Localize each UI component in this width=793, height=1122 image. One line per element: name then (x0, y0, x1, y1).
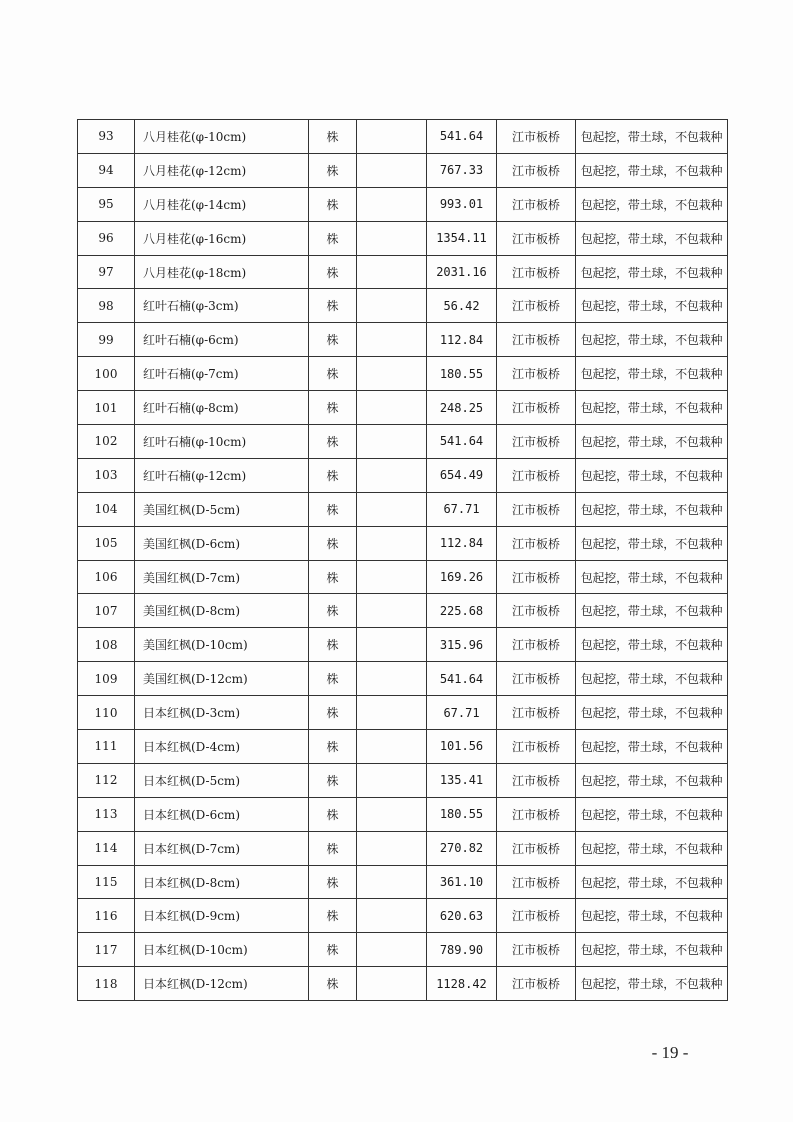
row-number-cell: 107 (78, 594, 135, 628)
origin-place-cell: 江市板桥 (497, 967, 576, 1001)
table-row (78, 865, 728, 899)
blank-cell-cell (357, 594, 427, 628)
unit-price-cell: 654.49 (427, 458, 497, 492)
unit-price-cell: 361.10 (427, 865, 497, 899)
blank-cell-cell (357, 221, 427, 255)
unit-price-cell: 169.26 (427, 560, 497, 594)
remark-cell: 包起挖，带土球，不包栽种 (576, 357, 728, 391)
unit-cell: 株 (309, 560, 357, 594)
blank-cell-cell (357, 763, 427, 797)
row-number-cell: 114 (78, 831, 135, 865)
row-number-cell: 93 (78, 120, 135, 154)
table-body (78, 120, 728, 1001)
origin-place-cell: 江市板桥 (497, 221, 576, 255)
unit-cell: 株 (309, 458, 357, 492)
row-number-cell: 94 (78, 153, 135, 187)
row-number-cell: 105 (78, 526, 135, 560)
origin-place-cell: 江市板桥 (497, 628, 576, 662)
row-number-cell: 110 (78, 696, 135, 730)
remark-cell: 包起挖，带土球，不包栽种 (576, 323, 728, 357)
remark-cell: 包起挖，带土球，不包栽种 (576, 730, 728, 764)
table-row (78, 831, 728, 865)
remark-cell: 包起挖，带土球，不包栽种 (576, 662, 728, 696)
unit-price-cell: 2031.16 (427, 255, 497, 289)
remark-cell: 包起挖，带土球，不包栽种 (576, 899, 728, 933)
origin-place-cell: 江市板桥 (497, 831, 576, 865)
unit-price-cell: 112.84 (427, 323, 497, 357)
unit-price-cell: 248.25 (427, 391, 497, 425)
origin-place-cell: 江市板桥 (497, 391, 576, 425)
table-row (78, 492, 728, 526)
origin-place-cell: 江市板桥 (497, 187, 576, 221)
unit-price-cell: 56.42 (427, 289, 497, 323)
row-number-cell: 116 (78, 899, 135, 933)
blank-cell-cell (357, 357, 427, 391)
row-number-cell: 117 (78, 933, 135, 967)
unit-cell: 株 (309, 594, 357, 628)
table-row (78, 153, 728, 187)
unit-cell: 株 (309, 662, 357, 696)
table-row (78, 933, 728, 967)
item-name-cell: 美国红枫(D-7cm) (135, 560, 309, 594)
row-number-cell: 113 (78, 797, 135, 831)
remark-cell: 包起挖，带土球，不包栽种 (576, 153, 728, 187)
row-number-cell: 96 (78, 221, 135, 255)
table-row (78, 899, 728, 933)
item-name-cell: 日本红枫(D-7cm) (135, 831, 309, 865)
item-name-cell: 八月桂花(φ-14cm) (135, 187, 309, 221)
item-name-cell: 日本红枫(D-4cm) (135, 730, 309, 764)
item-name-cell: 八月桂花(φ-16cm) (135, 221, 309, 255)
remark-cell: 包起挖，带土球，不包栽种 (576, 628, 728, 662)
blank-cell-cell (357, 458, 427, 492)
blank-cell-cell (357, 492, 427, 526)
page-number: - 19 - (651, 1043, 689, 1062)
row-number-cell: 95 (78, 187, 135, 221)
unit-price-cell: 180.55 (427, 357, 497, 391)
table-row (78, 730, 728, 764)
unit-cell: 株 (309, 899, 357, 933)
unit-price-cell: 541.64 (427, 120, 497, 154)
blank-cell-cell (357, 289, 427, 323)
row-number-cell: 115 (78, 865, 135, 899)
origin-place-cell: 江市板桥 (497, 797, 576, 831)
unit-cell: 株 (309, 120, 357, 154)
unit-cell: 株 (309, 967, 357, 1001)
blank-cell-cell (357, 153, 427, 187)
origin-place-cell: 江市板桥 (497, 696, 576, 730)
unit-cell: 株 (309, 865, 357, 899)
remark-cell: 包起挖，带土球，不包栽种 (576, 289, 728, 323)
table-row (78, 967, 728, 1001)
remark-cell: 包起挖，带土球，不包栽种 (576, 831, 728, 865)
blank-cell-cell (357, 391, 427, 425)
origin-place-cell: 江市板桥 (497, 662, 576, 696)
origin-place-cell: 江市板桥 (497, 560, 576, 594)
origin-place-cell: 江市板桥 (497, 763, 576, 797)
blank-cell-cell (357, 831, 427, 865)
item-name-cell: 红叶石楠(φ-8cm) (135, 391, 309, 425)
unit-cell: 株 (309, 289, 357, 323)
unit-price-cell: 620.63 (427, 899, 497, 933)
row-number-cell: 99 (78, 323, 135, 357)
blank-cell-cell (357, 187, 427, 221)
unit-price-cell: 767.33 (427, 153, 497, 187)
unit-cell: 株 (309, 187, 357, 221)
remark-cell: 包起挖，带土球，不包栽种 (576, 560, 728, 594)
unit-price-cell: 541.64 (427, 662, 497, 696)
remark-cell: 包起挖，带土球，不包栽种 (576, 763, 728, 797)
origin-place-cell: 江市板桥 (497, 526, 576, 560)
item-name-cell: 日本红枫(D-6cm) (135, 797, 309, 831)
table-row (78, 221, 728, 255)
blank-cell-cell (357, 797, 427, 831)
blank-cell-cell (357, 899, 427, 933)
unit-cell: 株 (309, 221, 357, 255)
remark-cell: 包起挖，带土球，不包栽种 (576, 696, 728, 730)
item-name-cell: 红叶石楠(φ-7cm) (135, 357, 309, 391)
item-name-cell: 美国红枫(D-8cm) (135, 594, 309, 628)
blank-cell-cell (357, 323, 427, 357)
remark-cell: 包起挖，带土球，不包栽种 (576, 255, 728, 289)
item-name-cell: 美国红枫(D-6cm) (135, 526, 309, 560)
item-name-cell: 八月桂花(φ-18cm) (135, 255, 309, 289)
blank-cell-cell (357, 526, 427, 560)
blank-cell-cell (357, 730, 427, 764)
blank-cell-cell (357, 865, 427, 899)
unit-price-cell: 270.82 (427, 831, 497, 865)
unit-cell: 株 (309, 628, 357, 662)
origin-place-cell: 江市板桥 (497, 289, 576, 323)
unit-cell: 株 (309, 696, 357, 730)
origin-place-cell: 江市板桥 (497, 899, 576, 933)
row-number-cell: 106 (78, 560, 135, 594)
item-name-cell: 日本红枫(D-5cm) (135, 763, 309, 797)
item-name-cell: 红叶石楠(φ-6cm) (135, 323, 309, 357)
table-row (78, 187, 728, 221)
row-number-cell: 104 (78, 492, 135, 526)
origin-place-cell: 江市板桥 (497, 323, 576, 357)
remark-cell: 包起挖，带土球，不包栽种 (576, 492, 728, 526)
table-row (78, 662, 728, 696)
blank-cell-cell (357, 967, 427, 1001)
remark-cell: 包起挖，带土球，不包栽种 (576, 120, 728, 154)
unit-price-cell: 789.90 (427, 933, 497, 967)
item-name-cell: 美国红枫(D-10cm) (135, 628, 309, 662)
origin-place-cell: 江市板桥 (497, 153, 576, 187)
table-row (78, 255, 728, 289)
unit-price-cell: 180.55 (427, 797, 497, 831)
unit-price-cell: 541.64 (427, 425, 497, 459)
row-number-cell: 98 (78, 289, 135, 323)
remark-cell: 包起挖，带土球，不包栽种 (576, 967, 728, 1001)
row-number-cell: 97 (78, 255, 135, 289)
item-name-cell: 美国红枫(D-12cm) (135, 662, 309, 696)
item-name-cell: 美国红枫(D-5cm) (135, 492, 309, 526)
item-name-cell: 日本红枫(D-3cm) (135, 696, 309, 730)
origin-place-cell: 江市板桥 (497, 458, 576, 492)
remark-cell: 包起挖，带土球，不包栽种 (576, 425, 728, 459)
origin-place-cell: 江市板桥 (497, 492, 576, 526)
table-row (78, 357, 728, 391)
remark-cell: 包起挖，带土球，不包栽种 (576, 187, 728, 221)
origin-place-cell: 江市板桥 (497, 425, 576, 459)
item-name-cell: 八月桂花(φ-12cm) (135, 153, 309, 187)
unit-price-cell: 1128.42 (427, 967, 497, 1001)
item-name-cell: 八月桂花(φ-10cm) (135, 120, 309, 154)
origin-place-cell: 江市板桥 (497, 865, 576, 899)
row-number-cell: 101 (78, 391, 135, 425)
table-row (78, 425, 728, 459)
remark-cell: 包起挖，带土球，不包栽种 (576, 221, 728, 255)
table-row (78, 696, 728, 730)
table-row (78, 323, 728, 357)
remark-cell: 包起挖，带土球，不包栽种 (576, 458, 728, 492)
unit-price-cell: 225.68 (427, 594, 497, 628)
blank-cell-cell (357, 662, 427, 696)
blank-cell-cell (357, 255, 427, 289)
table-row (78, 526, 728, 560)
item-name-cell: 红叶石楠(φ-12cm) (135, 458, 309, 492)
origin-place-cell: 江市板桥 (497, 120, 576, 154)
row-number-cell: 103 (78, 458, 135, 492)
unit-price-cell: 315.96 (427, 628, 497, 662)
item-name-cell: 红叶石楠(φ-3cm) (135, 289, 309, 323)
item-name-cell: 红叶石楠(φ-10cm) (135, 425, 309, 459)
unit-cell: 株 (309, 255, 357, 289)
table-row (78, 458, 728, 492)
row-number-cell: 108 (78, 628, 135, 662)
table-row (78, 628, 728, 662)
row-number-cell: 111 (78, 730, 135, 764)
remark-cell: 包起挖，带土球，不包栽种 (576, 797, 728, 831)
table-row (78, 391, 728, 425)
unit-price-cell: 1354.11 (427, 221, 497, 255)
unit-price-cell: 112.84 (427, 526, 497, 560)
row-number-cell: 112 (78, 763, 135, 797)
unit-price-cell: 101.56 (427, 730, 497, 764)
row-number-cell: 109 (78, 662, 135, 696)
unit-cell: 株 (309, 492, 357, 526)
unit-cell: 株 (309, 526, 357, 560)
remark-cell: 包起挖，带土球，不包栽种 (576, 594, 728, 628)
table-row (78, 797, 728, 831)
remark-cell: 包起挖，带土球，不包栽种 (576, 865, 728, 899)
origin-place-cell: 江市板桥 (497, 255, 576, 289)
blank-cell-cell (357, 933, 427, 967)
blank-cell-cell (357, 560, 427, 594)
blank-cell-cell (357, 696, 427, 730)
unit-cell: 株 (309, 797, 357, 831)
remark-cell: 包起挖，带土球，不包栽种 (576, 391, 728, 425)
unit-cell: 株 (309, 730, 357, 764)
blank-cell-cell (357, 120, 427, 154)
row-number-cell: 118 (78, 967, 135, 1001)
unit-cell: 株 (309, 323, 357, 357)
unit-price-cell: 67.71 (427, 492, 497, 526)
table-row (78, 763, 728, 797)
origin-place-cell: 江市板桥 (497, 730, 576, 764)
unit-price-cell: 135.41 (427, 763, 497, 797)
table-row (78, 560, 728, 594)
item-name-cell: 日本红枫(D-9cm) (135, 899, 309, 933)
row-number-cell: 102 (78, 425, 135, 459)
unit-price-cell: 993.01 (427, 187, 497, 221)
unit-cell: 株 (309, 391, 357, 425)
item-name-cell: 日本红枫(D-8cm) (135, 865, 309, 899)
item-name-cell: 日本红枫(D-12cm) (135, 967, 309, 1001)
item-name-cell: 日本红枫(D-10cm) (135, 933, 309, 967)
price-table (77, 119, 728, 1001)
unit-cell: 株 (309, 425, 357, 459)
row-number-cell: 100 (78, 357, 135, 391)
blank-cell-cell (357, 628, 427, 662)
table-row (78, 289, 728, 323)
remark-cell: 包起挖，带土球，不包栽种 (576, 933, 728, 967)
remark-cell: 包起挖，带土球，不包栽种 (576, 526, 728, 560)
unit-cell: 株 (309, 153, 357, 187)
origin-place-cell: 江市板桥 (497, 594, 576, 628)
table-row (78, 594, 728, 628)
unit-cell: 株 (309, 763, 357, 797)
origin-place-cell: 江市板桥 (497, 933, 576, 967)
unit-cell: 株 (309, 831, 357, 865)
blank-cell-cell (357, 425, 427, 459)
origin-place-cell: 江市板桥 (497, 357, 576, 391)
unit-cell: 株 (309, 357, 357, 391)
table-row (78, 120, 728, 154)
unit-price-cell: 67.71 (427, 696, 497, 730)
unit-cell: 株 (309, 933, 357, 967)
